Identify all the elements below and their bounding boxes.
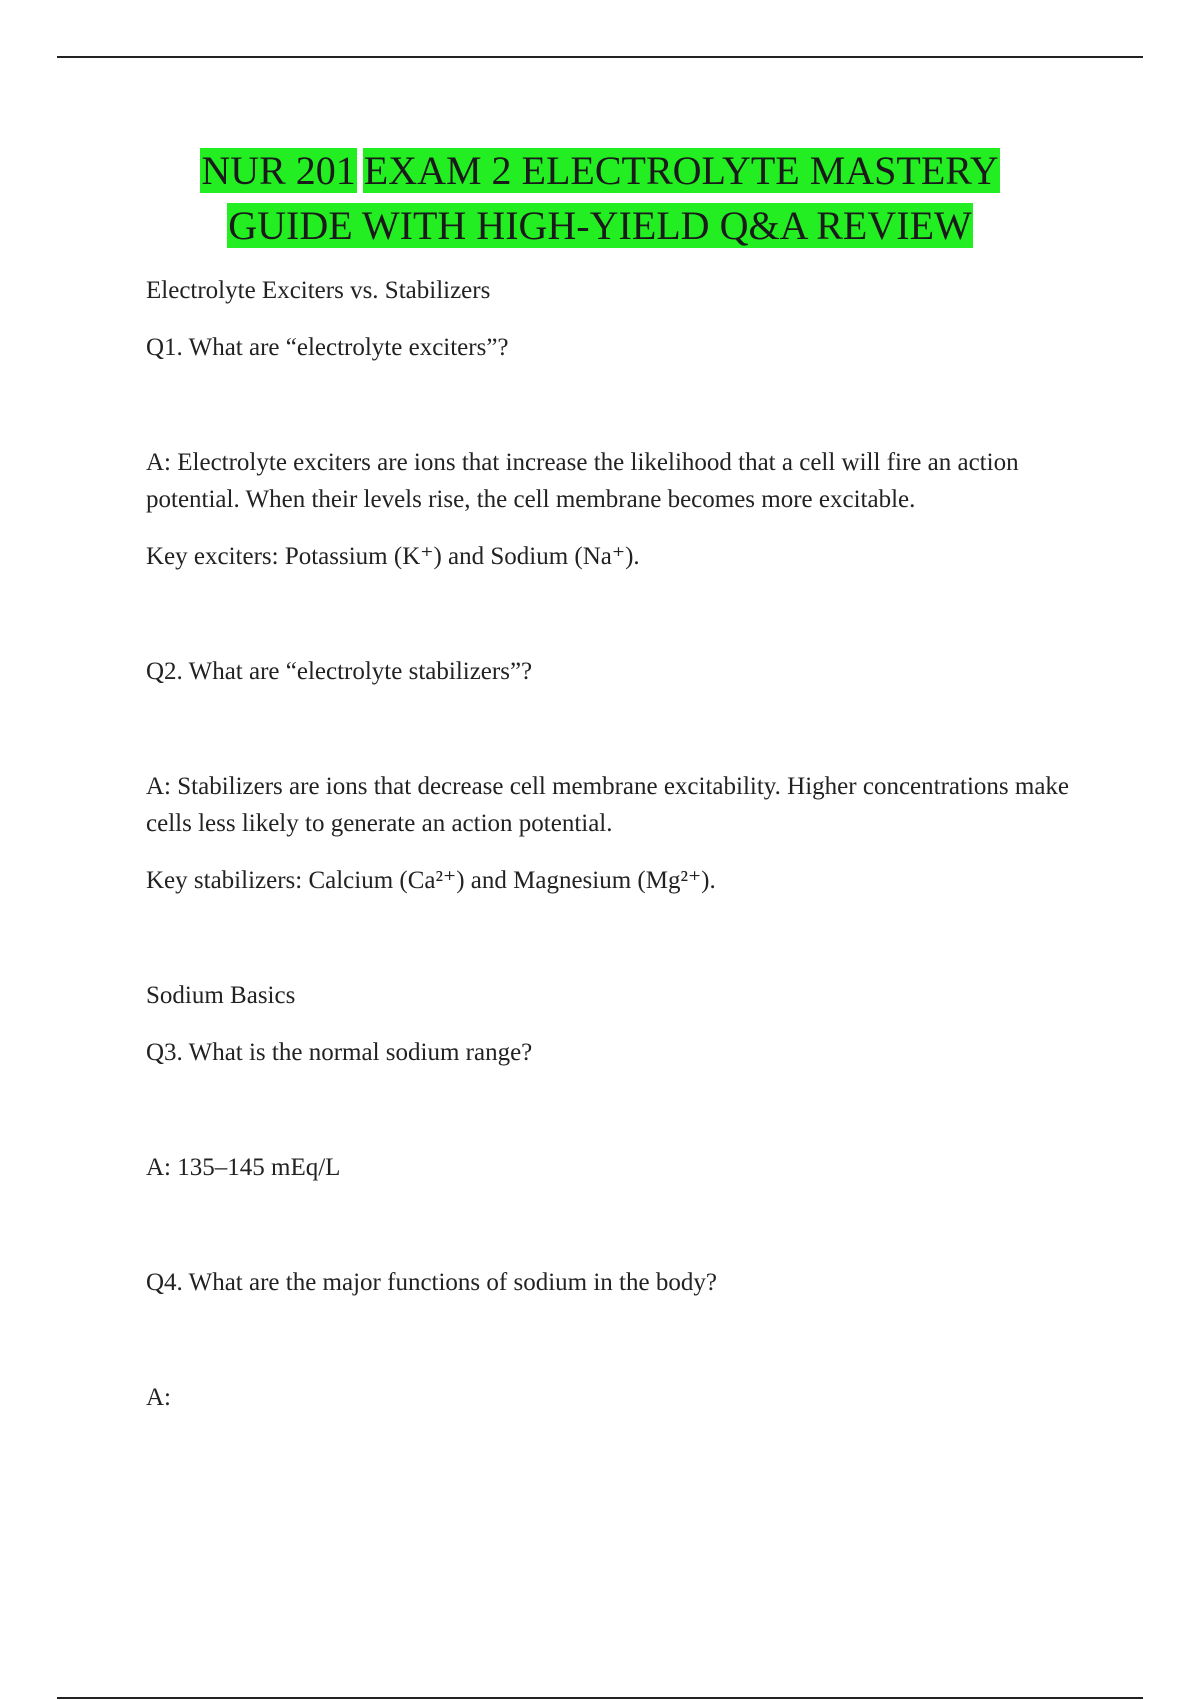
document-body (146, 272, 1076, 1416)
question-q3: Q3. What is the normal sodium range? (146, 1039, 533, 1066)
question-q1: Q1. What are “electrolyte exciters”? (146, 334, 509, 361)
answer-a1: A: Electrolyte exciters are ions that increase the likelihood that a cell will fire an action potential. When their levels rise, the cell membrane becomes more excitable. (146, 449, 1019, 513)
answer-a2-key: Key stabilizers: Calcium (Ca²⁺) and Magnesium (Mg²⁺). (146, 867, 716, 894)
title-exam-name: EXAM 2 ELECTROLYTE MASTERY (363, 148, 999, 193)
answer-a1-key: Key exciters: Potassium (K⁺) and Sodium (Na⁺). (146, 543, 640, 570)
section-heading-sodium-basics: Sodium Basics (146, 982, 296, 1009)
section-heading-exciters-stabilizers: Electrolyte Exciters vs. Stabilizers (146, 277, 491, 304)
footer-rule (57, 1697, 1143, 1699)
title-course-code: NUR 201 (201, 148, 356, 193)
document-title (0, 143, 1200, 253)
header-rule (57, 56, 1143, 58)
question-q4: Q4. What are the major functions of sodium in the body? (146, 1269, 717, 1296)
answer-a3: A: 135–145 mEq/L (146, 1154, 341, 1181)
answer-a4: A: (146, 1384, 171, 1411)
answer-a2: A: Stabilizers are ions that decrease cell membrane excitability. Higher concentrations make cells less likely to generate an action potential. (146, 773, 1070, 837)
title-line-1 (0, 143, 1200, 198)
question-q2: Q2. What are “electrolyte stabilizers”? (146, 658, 533, 685)
title-subtitle: GUIDE WITH HIGH-YIELD Q&A REVIEW (228, 203, 972, 248)
title-line-2 (0, 198, 1200, 253)
